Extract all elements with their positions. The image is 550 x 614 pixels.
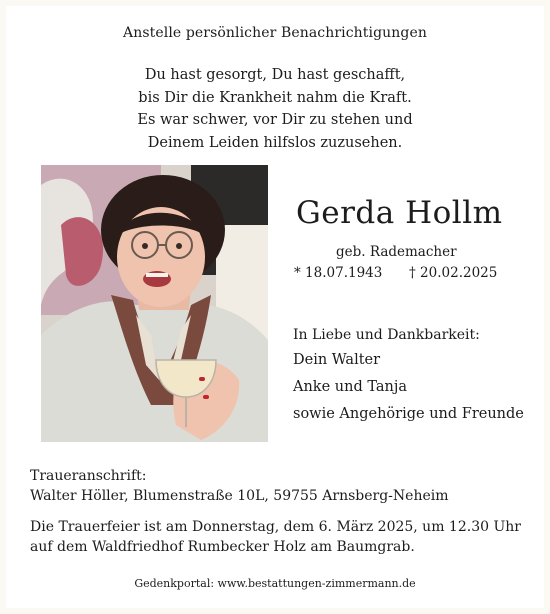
birth-date: * 18.07.1943 — [294, 265, 383, 281]
memorial-poem — [0, 64, 550, 154]
mourner-name: Anke und Tanja — [293, 379, 408, 395]
poem-line: Es war schwer, vor Dir zu stehen und — [137, 112, 413, 128]
funeral-details: Die Trauerfeier ist am Donnerstag, dem 6. März 2025, um 12.30 Uhr auf dem Waldfriedhof Rumbecker Holz am Baumgrab. — [30, 519, 521, 555]
portrait-illustration — [41, 165, 268, 442]
portrait-photo — [41, 165, 268, 442]
death-date: † 20.02.2025 — [409, 265, 498, 281]
poem-line: Deinem Leiden hilfslos zuzusehen. — [147, 134, 403, 151]
poem-line: Du hast gesorgt, Du hast geschafft, — [144, 67, 406, 83]
mourners-intro: In Liebe und Dankbarkeit: — [293, 327, 480, 343]
address-line: Walter Höller, Blumenstraße 10L, 59755 Arnsberg-Neheim — [30, 488, 449, 504]
deceased-name: Gerda Hollm — [296, 195, 503, 231]
mourning-address — [30, 466, 449, 506]
address-label: Traueranschrift: — [30, 468, 147, 484]
mourner-name: Dein Walter — [293, 352, 381, 368]
notice-heading: Anstelle persönlicher Benachrichtigungen — [123, 25, 427, 41]
mourner-name: sowie Angehörige und Freunde — [293, 406, 524, 422]
mourners-block — [293, 322, 524, 428]
maiden-name: geb. Rademacher — [336, 244, 457, 260]
memorial-portal-link[interactable]: Gedenkportal: www.bestattungen-zimmermann.de — [134, 577, 416, 590]
poem-line: bis Dir die Krankheit nahm die Kraft. — [138, 89, 412, 106]
